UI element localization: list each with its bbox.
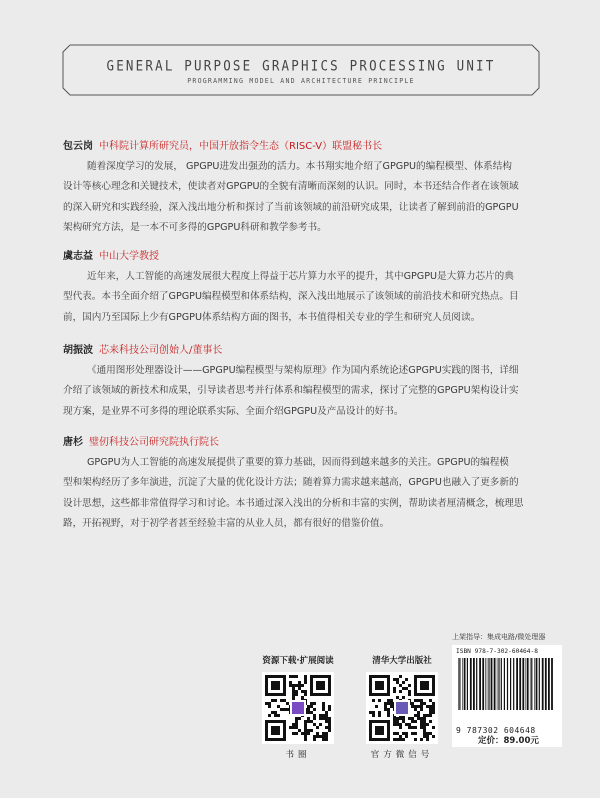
review-4 bbox=[63, 436, 541, 535]
review-3 bbox=[63, 344, 541, 422]
reviewer-name: 胡振波 bbox=[63, 345, 93, 356]
review-line: 设计思想，这些都非常值得学习和讨论。本书通过深入浅出的分析和丰富的实例，帮助读者厘清概念，梳理思 bbox=[63, 497, 524, 509]
cover-title: GENERAL PURPOSE GRAPHICS PROCESSING UNIT bbox=[106, 56, 496, 75]
price: 定价：89.00元 bbox=[478, 736, 539, 746]
reviewer-affiliation: 芯来科技公司创始人/董事长 bbox=[99, 345, 223, 356]
cover-subtitle: PROGRAMMING MODEL AND ARCHITECTURE PRINCIPLE bbox=[187, 77, 415, 85]
review-text bbox=[63, 267, 541, 328]
review-line: 路，开拓视野，对于初学者甚至经验丰富的从业人员，都有很好的借鉴价值。 bbox=[63, 518, 390, 530]
review-text bbox=[63, 453, 541, 535]
qr-code-icon[interactable] bbox=[262, 672, 334, 744]
isbn-text: ISBN 978-7-302-60464-8 bbox=[456, 648, 538, 655]
review-text bbox=[63, 157, 541, 239]
shelf-category: 上架指导：集成电路/微处理器 bbox=[452, 633, 546, 641]
review-line: 随着深度学习的发展， GPGPU进发出强劲的活力。本书翔实地介绍了GPGPU的编程模型、体系结构 bbox=[87, 161, 512, 172]
reviewer-affiliation: 璧仞科技公司研究院执行院长 bbox=[89, 437, 219, 448]
qr-code-icon[interactable] bbox=[366, 672, 438, 744]
cover-title-frame bbox=[62, 44, 540, 96]
barcode-icon bbox=[456, 658, 556, 710]
review-line: 型代表。本书全面介绍了GPGPU编程模型和体系结构，深入浅出地展示了该领域的前沿技术和研究热点。目 bbox=[63, 291, 519, 303]
qr-title: 清华大学出版社 bbox=[372, 656, 432, 666]
review-line: 介绍了该领域的新技术和成果，引导读者思考并行体系和编程模型的需求，探讨了完整的GPGPU架构设计实 bbox=[63, 385, 519, 397]
qr-caption: 书圈 bbox=[285, 750, 311, 760]
barcode-area bbox=[452, 632, 562, 756]
barcode-label bbox=[452, 645, 562, 747]
qr-resources bbox=[258, 654, 338, 760]
reviewer-name: 虞志益 bbox=[63, 251, 93, 262]
reviewer-affiliation: 中山大学教授 bbox=[99, 251, 159, 262]
review-line: 现方案，是业界不可多得的理论联系实际、全面介绍GPGPU及产品设计的好书。 bbox=[63, 405, 404, 417]
review-line: 前，国内乃至国际上少有GPGPU体系结构方面的图书，本书值得相关专业的学生和研究人员阅读。 bbox=[63, 311, 481, 323]
review-line: 架构研究方法，是一本不可多得的GPGPU科研和教学参考书。 bbox=[63, 222, 327, 234]
review-line: 设计等核心理念和关键技术，使读者对GPGPU的全貌有清晰而深刻的认识。同时，本书还结合作者在该领域 bbox=[63, 181, 519, 193]
review-text bbox=[63, 361, 541, 422]
qr-caption: 官方微信号 bbox=[370, 750, 434, 760]
review-2 bbox=[63, 250, 541, 328]
review-line: 近年来，人工智能的高速发展很大程度上得益于芯片算力水平的提升，其中GPGPU是大算力芯片的典 bbox=[87, 271, 514, 282]
reviewer-name: 包云岗 bbox=[63, 141, 93, 152]
review-line: 的深入研究和实践经验，深入浅出地分析和探讨了当前该领域的前沿研究成果，让读者了解到前沿的GPGPU bbox=[63, 201, 519, 213]
review-line: 《通用图形处理器设计——GPGPU编程模型与架构原理》作为国内系统论述GPGPU实践的图书，详细 bbox=[87, 365, 519, 376]
qr-wechat bbox=[362, 654, 442, 760]
reviewer-affiliation: 中科院计算所研究员，中国开放指令生态（RISC-V）联盟秘书长 bbox=[99, 141, 383, 152]
review-line: 型和架构经历了多年演进，沉淀了大量的优化设计方法；随着算力需求越来越高，GPGPU也融入了更多新的 bbox=[63, 477, 519, 489]
review-1 bbox=[63, 140, 541, 239]
review-line: GPGPU为人工智能的高速发展提供了重要的算力基础，因而得到越来越多的关注。GPGPU的编程模 bbox=[87, 457, 509, 468]
qr-title: 资源下载·扩展阅读 bbox=[262, 656, 334, 666]
barcode-digits: 9 787302 604648 bbox=[456, 726, 536, 735]
reviewer-name: 唐杉 bbox=[63, 437, 83, 448]
